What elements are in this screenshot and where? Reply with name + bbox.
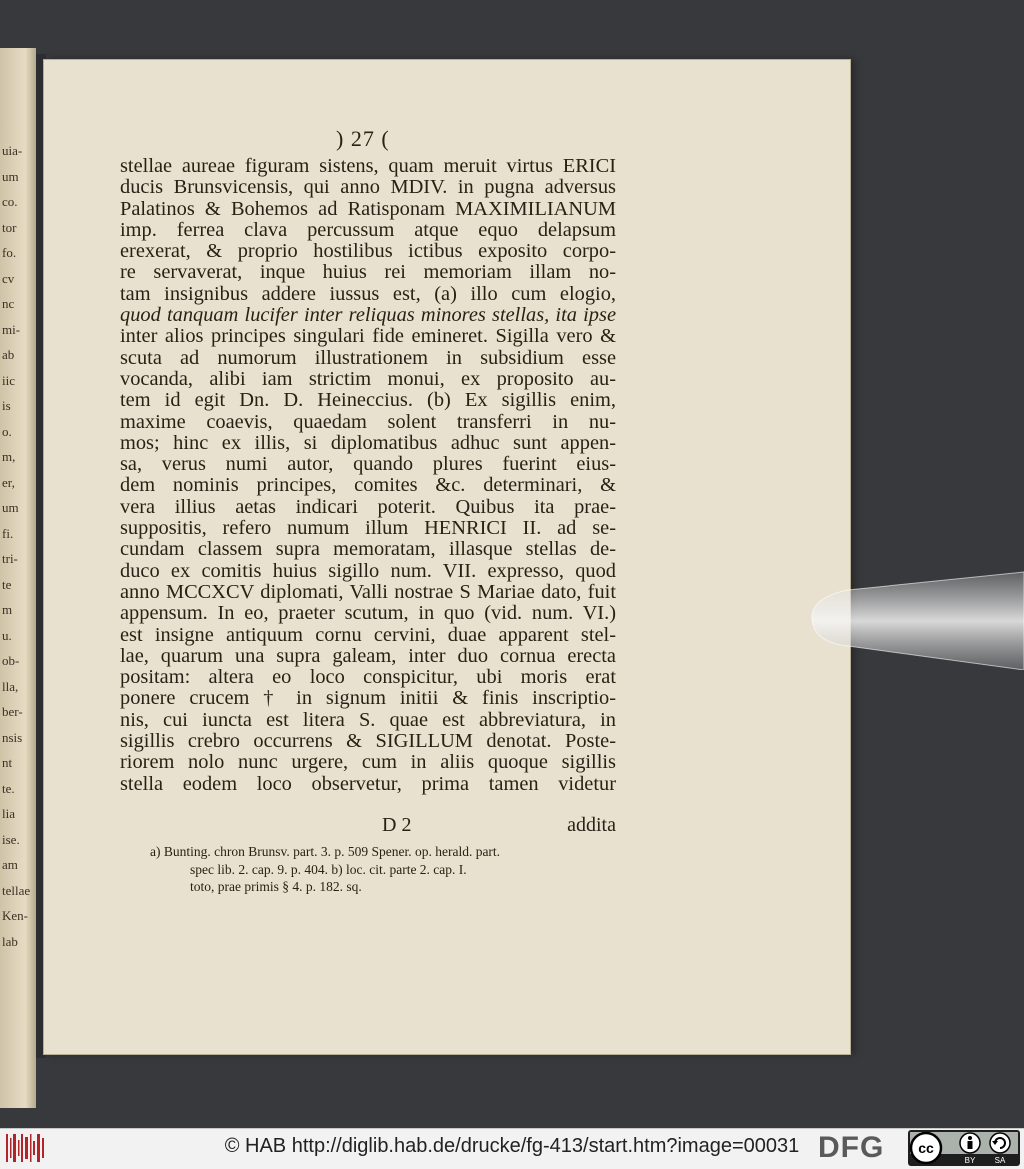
text-line: cundam classem supra memoratam, illasque stellas de- (120, 538, 616, 561)
left-page-text-fragment: er, (2, 474, 15, 490)
text-line: dem nominis principes, comites &c. determinari, & (120, 474, 616, 497)
left-page-text-fragment: tri- (2, 551, 18, 566)
text-line: Palatinos & Bohemos ad Ratisponam MAXIMILIANUM (120, 197, 616, 220)
left-page-text-fragment: nt (2, 755, 13, 770)
text-line: tem id egit Dn. D. Heineccius. (b) Ex sigillis enim, (120, 389, 616, 412)
left-page-text-fragment: um (2, 168, 19, 184)
footnote-line: a) Bunting. chron Brunsv. part. 3. p. 509 Spener. op. herald. part. (150, 844, 501, 859)
text-line: ducis Brunsvicensis, qui anno MDIV. in pugna adversus (120, 176, 616, 199)
text-line: est insigne antiquum cornu cervini, duae apparent stel- (120, 623, 616, 646)
text-line: suppositis, refero numum illum HENRICI II. ad se- (120, 517, 616, 540)
left-page-text-fragment: ise. (2, 831, 20, 847)
svg-text:cc: cc (918, 1140, 934, 1156)
text-line: maxime coaevis, quaedam solent transferri in nu- (120, 410, 616, 433)
left-page-text-fragment: m (2, 602, 13, 617)
dfg-logo: DFG (818, 1131, 885, 1164)
left-page-text-fragment: tellae (2, 882, 31, 898)
text-line: erexerat, & proprio hostilibus ictibus exposito corpo- (120, 240, 616, 263)
page-clamp (808, 570, 1024, 670)
text-line: vera illius aetas indicari poterit. Quibus ita prae- (120, 495, 616, 518)
left-page-text-fragment: fo. (2, 245, 17, 260)
text-line: duco ex comitis huius sigillo num. VII. expresso, quod (120, 559, 616, 582)
footnote-line: spec lib. 2. cap. 9. p. 404. b) loc. cit. parte 2. cap. I. (190, 861, 467, 877)
text-line: appensum. In eo, praeter scutum, in quo (vid. num. VI.) (120, 602, 616, 625)
left-page-text-fragment: cv (2, 270, 15, 286)
left-page-text-fragment: lia (2, 806, 15, 821)
left-page-text-fragment: iic (2, 372, 15, 388)
text-line: quod tanquam lucifer inter reliquas minores stellas, ita ipse (120, 304, 616, 327)
left-page-text-fragment: lab (2, 933, 18, 949)
left-page-text-fragment: m, (2, 449, 16, 464)
left-page-text-fragment: am (2, 857, 18, 872)
text-line: lae, quarum una supra galeam, inter duo cornua erecta (120, 644, 616, 667)
share-alike-icon (990, 1133, 1010, 1153)
license-label-by: BY (964, 1156, 976, 1165)
left-page-text-fragment: ab (2, 347, 15, 362)
left-page-fragment (0, 48, 36, 1108)
text-line: re servaverat, inque huius rei memoriam illam no- (120, 261, 616, 284)
text-line: inter alios principes singulari fide emineret. Sigilla vero & (120, 325, 616, 348)
left-page-text-fragment: lla, (2, 678, 19, 694)
left-page-text-fragment: ob- (2, 653, 20, 668)
left-page-text-fragment: nc (2, 296, 15, 311)
text-line: sigillis crebro occurrens & SIGILLUM denotat. Poste- (120, 730, 616, 753)
catchword: addita (567, 814, 616, 836)
left-page-text-fragment: uia- (2, 143, 23, 158)
text-line: stella eodem loco observetur, prima tamen videtur (120, 772, 616, 795)
left-page-text-fragment: nsis (2, 729, 23, 745)
text-line: tam insignibus addere iussus est, (a) illo cum elogio, (120, 282, 616, 305)
license-label-sa: SA (994, 1156, 1006, 1165)
copyright-credit: © HAB http://diglib.hab.de/drucke/fg-413/start.htm?image=00031 (224, 1135, 800, 1157)
left-page-text-fragment: um (2, 500, 19, 515)
left-page-text-fragment: u. (2, 627, 12, 643)
left-page-text-fragment: mi- (2, 321, 21, 337)
footnote-line: toto, prae primis § 4. p. 182. sq. (190, 879, 362, 894)
left-page-text-fragment: fi. (2, 525, 14, 541)
left-page-text-fragment: Ken- (2, 908, 28, 923)
cc-license-icon[interactable] (908, 1130, 1020, 1166)
left-page-text-fragment: ber- (2, 704, 23, 719)
text-line: stellae aureae figuram sistens, quam meruit virtus ERICI (120, 155, 616, 177)
body-text (120, 156, 616, 795)
text-line: anno MCCXCV diplomati, Valli nostrae S Mariae dato, fuit (120, 580, 616, 603)
text-line: mos; hinc ex illis, si diplomatibus adhuc sunt appen- (120, 431, 616, 454)
text-line: imp. ferrea clava percussum atque equo delapsum (120, 218, 616, 241)
footnotes (150, 843, 616, 896)
signature-mark: D 2 (382, 814, 412, 836)
left-page-text-fragment: te. (2, 780, 15, 796)
attribution-icon (960, 1133, 980, 1153)
page-number-header: ) 27 ( (336, 126, 390, 151)
text-line: positam: altera eo loco conspicitur, ubi moris erat (120, 666, 616, 689)
text-line: ponere crucem † in signum initii & finis inscriptio- (120, 687, 616, 710)
text-line: sa, verus numi autor, quando plures fuerint eius- (120, 453, 616, 476)
left-page-text-fragment: o. (2, 423, 12, 439)
text-line: nis, cui iuncta est litera S. quae est abbreviatura, in (120, 708, 616, 731)
left-page-text-fragment: tor (2, 219, 17, 235)
left-page-text-fragment: te (2, 576, 12, 592)
text-line: vocanda, alibi iam strictim monui, ex proposito au- (120, 367, 616, 390)
left-page-text-fragment: is (2, 398, 11, 413)
text-line: riorem nolo nunc urgere, cum in aliis quoque sigillis (120, 751, 616, 774)
text-line: scuta ad numorum illustrationem in subsidium esse (120, 346, 616, 369)
left-page-text-fragment: co. (2, 194, 18, 209)
